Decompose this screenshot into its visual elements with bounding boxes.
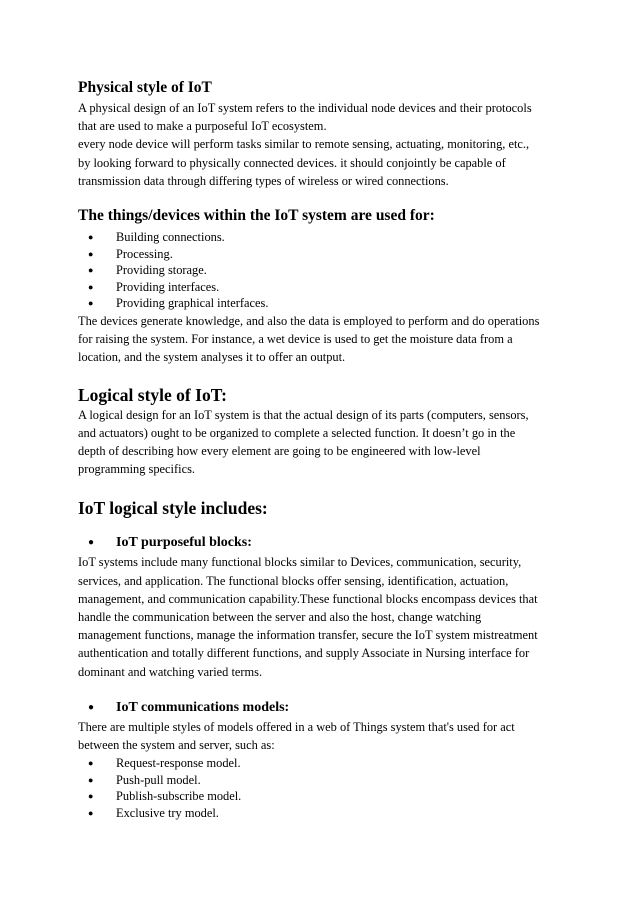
text-line: for raising the system. For instance, a wet device is used to get the moisture data from a xyxy=(78,332,513,347)
subheading-communication-models xyxy=(78,698,568,718)
section-logical-style xyxy=(78,384,568,479)
heading-logical-includes: IoT logical style includes: xyxy=(78,498,268,519)
text-line: IoT systems include many functional blocks similar to Devices, communication, security, xyxy=(78,555,522,570)
text-line: services, and application. The functional blocks offer sensing, identification, actuation, xyxy=(78,573,509,588)
text-line: A logical design for an IoT system is that the actual design of its parts (computers, sensors, xyxy=(78,407,529,422)
paragraph-communication-models xyxy=(78,718,568,754)
list-item: ● Building connections. xyxy=(78,229,568,246)
section-physical-style xyxy=(78,78,568,190)
text-line: between the system and server, such as: xyxy=(78,738,275,753)
subheading-purposeful-blocks xyxy=(78,533,568,553)
text-line: every node device will perform tasks similar to remote sensing, actuating, monitoring, etc., xyxy=(78,137,530,152)
list-item: ● Exclusive try model. xyxy=(78,805,568,822)
text-line: that are used to make a purposeful IoT ecosystem. xyxy=(78,119,327,134)
document-page xyxy=(78,78,568,822)
paragraph-logical-style xyxy=(78,406,568,479)
list-item: ● Providing graphical interfaces. xyxy=(78,295,568,312)
heading-physical-style: Physical style of IoT xyxy=(78,79,212,96)
paragraph-things-devices xyxy=(78,312,568,367)
list-item: ● Providing interfaces. xyxy=(78,279,568,296)
text-line: handle the communication between the server and also the host, change watching xyxy=(78,610,482,625)
list-item: ● Providing storage. xyxy=(78,262,568,279)
list-communication-models xyxy=(78,755,568,821)
list-item: ● Publish-subscribe model. xyxy=(78,788,568,805)
text-line: location, and the system analyses it to offer an output. xyxy=(78,350,346,365)
text-line: There are multiple styles of models offered in a web of Things system that's used for act xyxy=(78,719,515,734)
subheading-label: IoT communications models: xyxy=(116,699,290,715)
subheading-label: IoT purposeful blocks: xyxy=(116,535,252,551)
text-line: by looking forward to physically connected devices. it should conjointly be capable of xyxy=(78,155,506,170)
text-line: programming specifics. xyxy=(78,462,195,477)
paragraph-purposeful-blocks xyxy=(78,553,568,680)
paragraph-physical-style xyxy=(78,99,568,190)
text-line: management functions, manage the information transfer, secure the IoT system mistreatment xyxy=(78,628,538,643)
list-item: ● Processing. xyxy=(78,246,568,263)
section-logical-includes xyxy=(78,497,568,821)
text-line: A physical design of an IoT system refers to the individual node devices and their protocols xyxy=(78,101,532,115)
text-line: dominant and watching varied terms. xyxy=(78,664,263,679)
list-item: ● Push-pull model. xyxy=(78,772,568,789)
text-line: The devices generate knowledge, and also the data is employed to perform and do operations xyxy=(78,313,540,328)
list-item: ● Request-response model. xyxy=(78,755,568,772)
list-device-uses xyxy=(78,229,568,312)
heading-logical-style: Logical style of IoT: xyxy=(78,384,227,405)
text-line: management, and communication capability.These functional blocks encompass devices that xyxy=(78,591,538,606)
text-line: and actuators) ought to be organized to complete a selected function. It doesn’t go in the xyxy=(78,425,516,440)
text-line: transmission data through differing types of wireless or wired connections. xyxy=(78,173,449,188)
text-line: authentication and totally different functions, and supply Associate in Nursing interface for xyxy=(78,646,530,661)
text-line: depth of describing how every element are going to be engineered with low-level xyxy=(78,444,481,458)
heading-things-devices: The things/devices within the IoT system are used for: xyxy=(78,207,435,225)
section-things-devices xyxy=(78,206,568,367)
